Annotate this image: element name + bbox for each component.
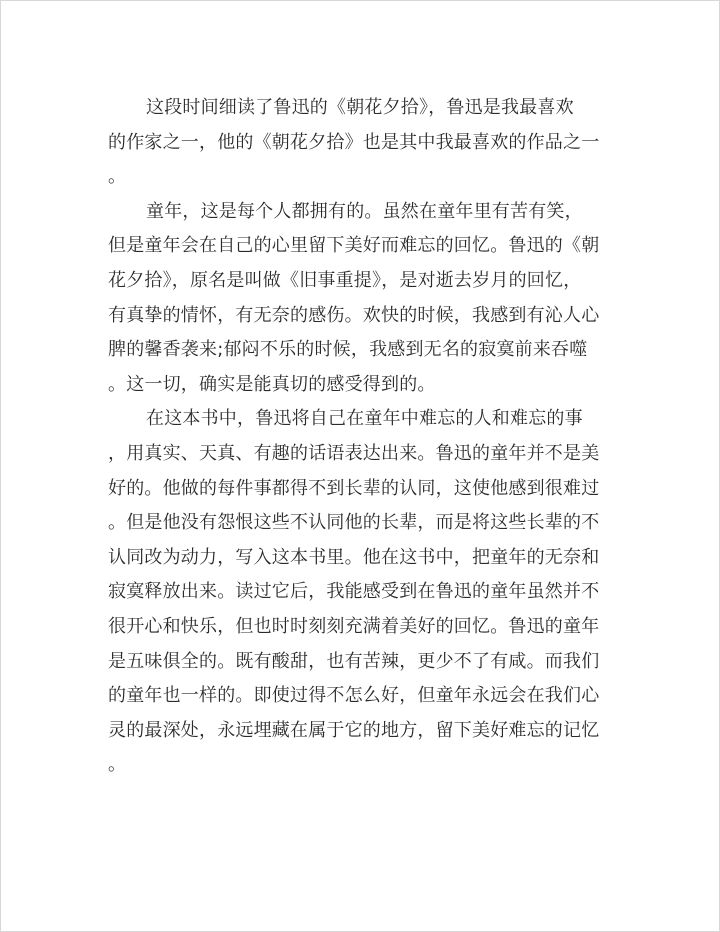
paragraph-line: 。 — [108, 754, 127, 776]
paragraph-1 — [108, 91, 618, 195]
document-body — [108, 91, 618, 783]
paragraph-line: 的童年也一样的。即使过得不怎么好，但童年永远会在我们心 — [108, 685, 600, 707]
paragraph-line: 灵的最深处，永远埋藏在属于它的地方，留下美好难忘的记忆 — [108, 719, 600, 741]
paragraph-line: 是五味俱全的。既有酸甜，也有苦辣，更少不了有咸。而我们 — [108, 650, 600, 672]
paragraph-line: 花夕拾》，原名是叫做《旧事重提》，是对逝去岁月的回忆， — [108, 269, 582, 291]
paragraph-3 — [108, 402, 618, 783]
paragraph-line: 。这一切，确实是能真切的感受得到的。 — [108, 373, 436, 395]
paragraph-line: 。 — [108, 166, 127, 188]
paragraph-line: 很开心和快乐，但也时时刻刻充满着美好的回忆。鲁迅的童年 — [108, 615, 600, 637]
paragraph-line: 认同改为动力，写入这本书里。他在这书中，把童年的无奈和 — [108, 546, 600, 568]
paragraph-line: 在这本书中，鲁迅将自己在童年中难忘的人和难忘的事 — [146, 408, 583, 430]
paragraph-line: 有真挚的情怀，有无奈的感伤。欢快的时候，我感到有沁人心 — [108, 304, 600, 326]
paragraph-line: 好的。他做的每件事都得不到长辈的认同，这使他感到很难过 — [108, 477, 600, 499]
paragraph-line: 童年，这是每个人都拥有的。虽然在童年里有苦有笑， — [146, 200, 583, 222]
paragraph-line: 的作家之一，他的《朝花夕拾》也是其中我最喜欢的作品之一 — [108, 131, 600, 153]
paragraph-line: 脾的馨香袭来;郁闷不乐的时候，我感到无名的寂寞前来吞噬 — [108, 339, 588, 361]
paragraph-line: 这段时间细读了鲁迅的《朝花夕拾》，鲁迅是我最喜欢 — [146, 97, 574, 118]
paragraph-2 — [108, 195, 618, 403]
paragraph-line: 。但是他没有怨恨这些不认同他的长辈，而是将这些长辈的不 — [108, 512, 600, 534]
paragraph-line: 寂寞释放出来。读过它后，我能感受到在鲁迅的童年虽然并不 — [108, 581, 600, 603]
paragraph-line: 但是童年会在自己的心里留下美好而难忘的回忆。鲁迅的《朝 — [108, 235, 600, 257]
paragraph-line: ，用真实、天真、有趣的话语表达出来。鲁迅的童年并不是美 — [108, 442, 600, 464]
